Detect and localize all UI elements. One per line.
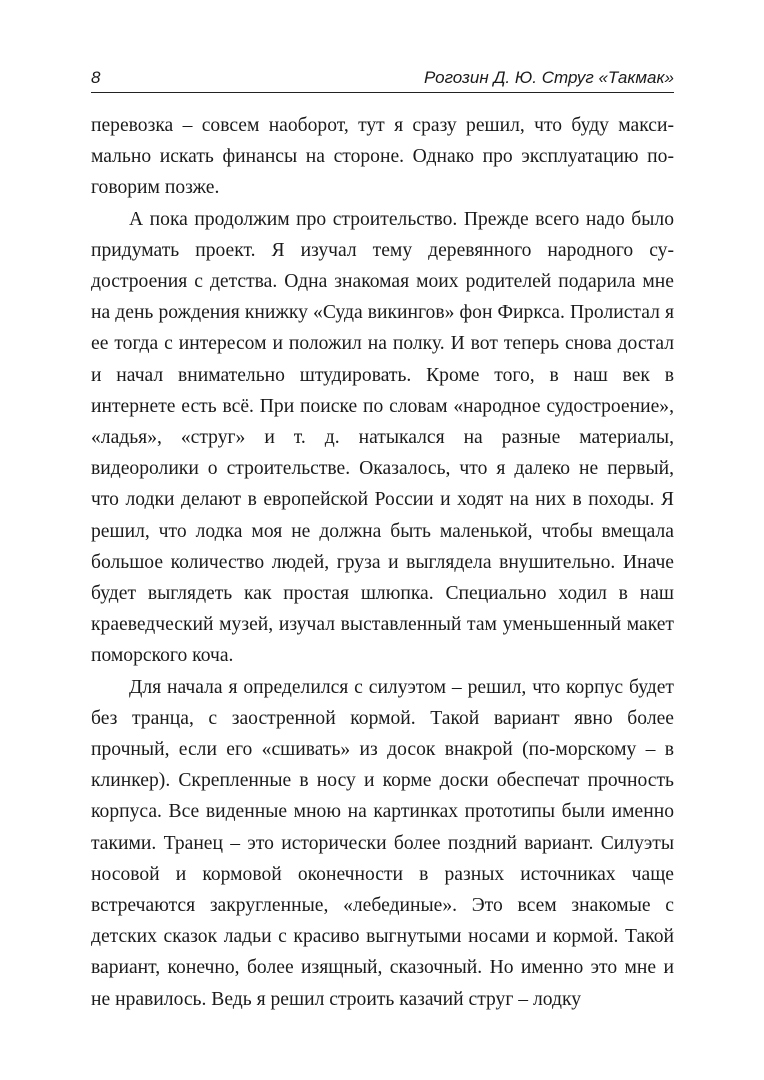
paragraph-continued: перевозка – совсем наоборот, тут я сразу решил, что буду максимально искать финансы на стороне. Однако про эксплуатацию поговорим позже. — [91, 115, 674, 199]
paragraph: Для начала я определился с силуэтом – решил, что корпус будет без транца, с заостренной кормой. Такой вариант явно более прочный, если его «сшивать» из досок внакрой (по-морскому – в клинкер). Скрепленные в носу и корме доски обеспечат прочность корпуса. Все виденные мною на картинках прототипы были именно такими. Транец – это исторически более поздний вариант. Силуэты носовой и кормовой оконечности в разных источниках чаще встречаются закругленные, «лебединые». Это всем знакомые с детских сказок ладьи с красиво выгнутыми носами и кормой. Такой вариант, конечно, более изящный, сказочный. Но именно это мне и не нравилось. Ведь я решил строить казачий струг – лодку — [91, 676, 674, 1010]
paragraph: А пока продолжим про строительство. Прежде всего надо было придумать проект. Я изучал тему деревянного народного судостроения с детства. Одна знакомая моих родителей подарила мне на день рождения книжку «Суда викингов» фон Фиркса. Пролистал я ее тогда с интересом и положил на полку. И вот теперь снова достал и начал внимательно штудировать. Кроме того, в наш век в интернете есть всё. При поиске по словам «народное судостроение», «ладья», «струг» и т. д. натыкался на разные материалы, видеоролики о строительстве. Оказалось, что я далеко не первый, что лодки делают в европейской России и ходят на них в походы. Я решил, что лодка моя не должна быть маленькой, чтобы вмещала большое количество людей, груза и выглядела внушительно. Иначе будет выглядеть как простая шлюпка. Специально ходил в наш краеведческий музей, изучал выставленный там уменьшенный макет поморского коча. — [91, 208, 674, 667]
body-text — [91, 110, 674, 1015]
running-title: Рогозин Д. Ю. Струг «Такмак» — [423, 68, 674, 87]
page-number: 8 — [91, 68, 101, 87]
page-header — [91, 66, 674, 93]
